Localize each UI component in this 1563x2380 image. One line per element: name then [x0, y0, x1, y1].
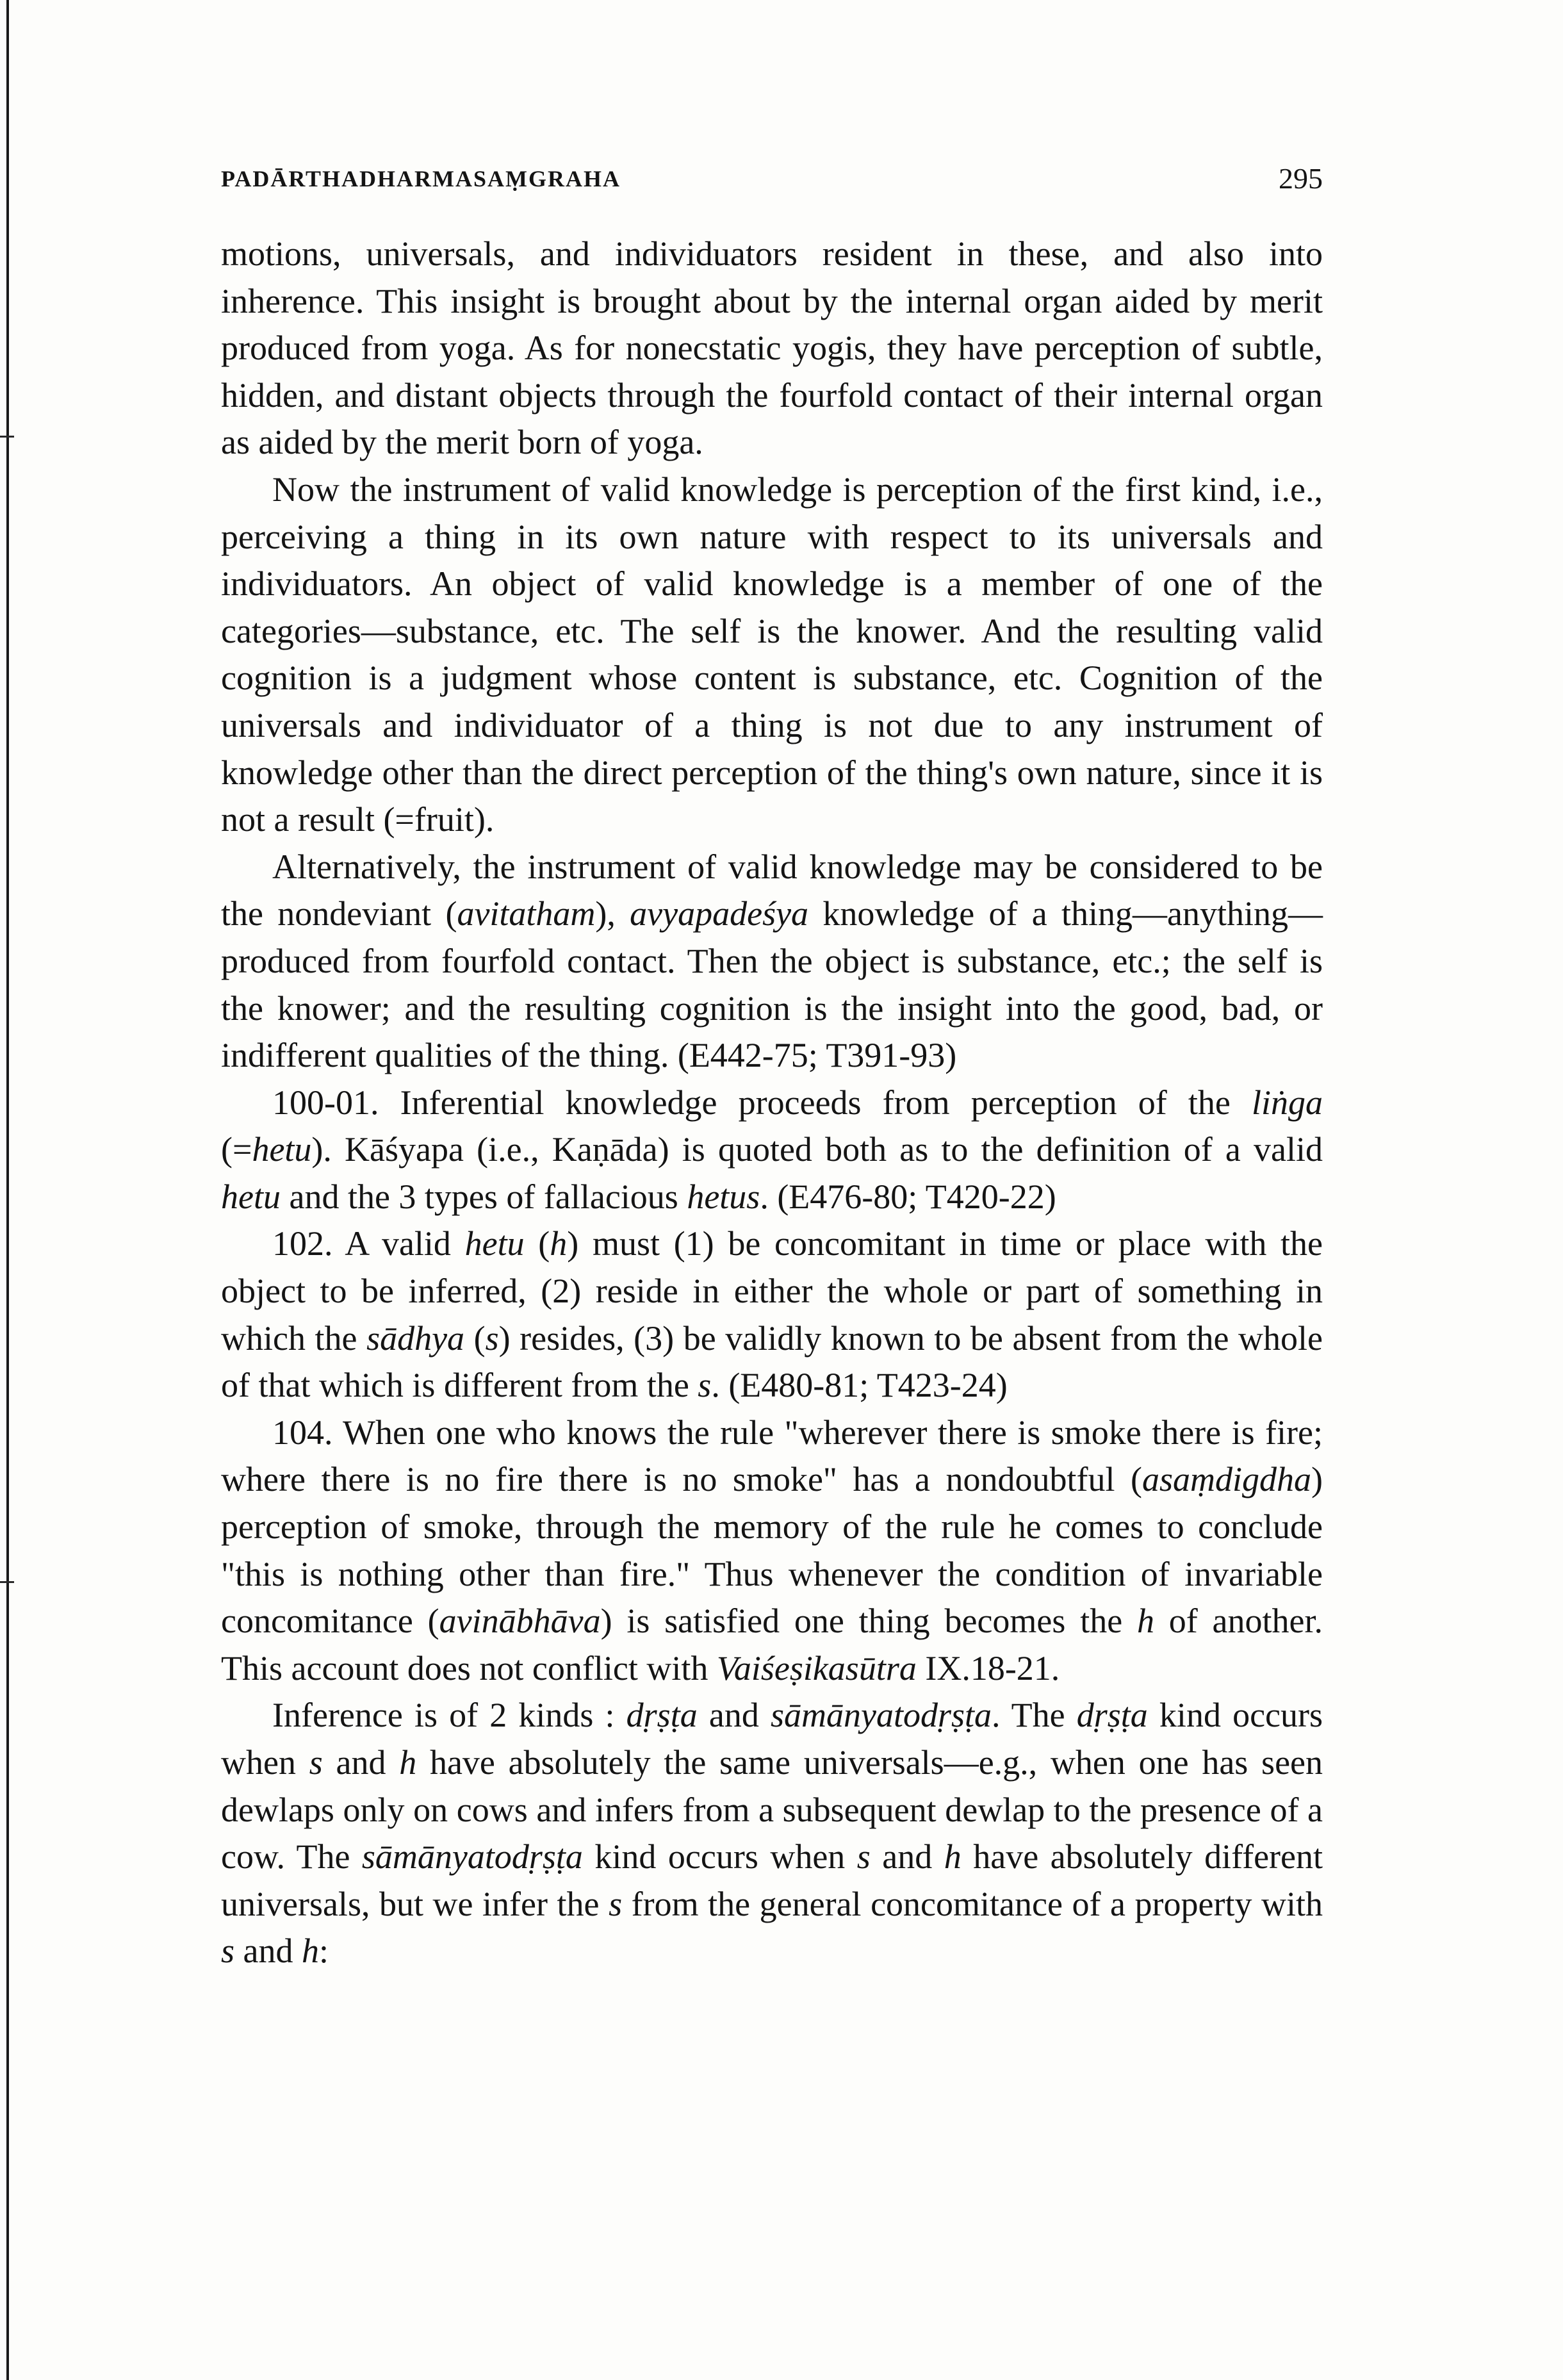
italic-term: avyapadeśya: [630, 894, 809, 933]
text-run: 104. When one who knows the rule "wherever there is smoke there is fire; where there is no fire there is no smoke" has a nondoubtful (: [221, 1413, 1323, 1499]
text-run: . The: [991, 1696, 1077, 1735]
text-run: ) resides, (3) be validly known to be absent from the whole of that which is different from the: [221, 1318, 1323, 1405]
italic-term: dṛṣṭa: [626, 1696, 698, 1735]
text-run: of another. This account does not conflict with: [221, 1602, 1323, 1687]
page-header: [221, 161, 1323, 200]
paragraph: [221, 231, 1323, 466]
italic-term: hetus: [687, 1177, 760, 1216]
italic-term: avitatham: [457, 894, 596, 933]
italic-term: sādhya: [366, 1318, 465, 1358]
italic-term: h: [301, 1932, 319, 1971]
text-run: and the 3 types of fallacious: [280, 1177, 687, 1216]
text-run: ) must (1) be concomitant in time or place with the object to be inferred, (2) reside in either the whole or part of something in which the: [221, 1224, 1323, 1358]
italic-term: dṛṣṭa: [1076, 1696, 1148, 1735]
running-head: PADĀRTHADHARMASAṂGRAHA: [221, 166, 621, 192]
scan-mark: [0, 436, 14, 438]
text-run: ),: [595, 894, 630, 933]
text-run: and: [234, 1932, 302, 1971]
scan-mark: [0, 1581, 14, 1583]
italic-term: h: [1136, 1602, 1154, 1641]
text-run: :: [318, 1932, 329, 1971]
paragraph: [221, 1079, 1323, 1221]
italic-term: h: [550, 1224, 568, 1263]
text-run: Alternatively, the instrument of valid knowledge may be considered to be the nondeviant (: [221, 847, 1323, 933]
italic-term: avinābhāva: [439, 1602, 601, 1641]
paragraph: [221, 1220, 1323, 1409]
text-run: IX.18-21.: [916, 1648, 1060, 1687]
text-run: from the general concomitance of a property with: [622, 1884, 1323, 1923]
text-run: knowledge of a thing—anything—produced from fourfold contact. Then the object is substance, etc.; the self is the knower; and the resulting cognition is the insight into the good, bad, or indifferent qualities of the thing. (E442-75; T391-93): [221, 894, 1323, 1075]
page-number: 295: [1279, 162, 1323, 195]
text-run: have absolutely different universals, but we infer the: [221, 1837, 1323, 1923]
text-run: and: [697, 1696, 771, 1735]
text-run: (: [464, 1318, 486, 1358]
italic-term: sāmānyatodṛṣṭa: [770, 1696, 992, 1735]
italic-term: asaṃdigdha: [1142, 1460, 1312, 1499]
text-run: and: [870, 1837, 944, 1876]
italic-term: s: [485, 1318, 499, 1358]
text-run: 102. A valid: [272, 1224, 465, 1263]
italic-term: s: [698, 1366, 712, 1405]
text-run: and: [322, 1743, 400, 1782]
italic-term: s: [309, 1743, 323, 1782]
italic-term: h: [399, 1743, 417, 1782]
italic-term: Vaiśeṣikasūtra: [716, 1648, 917, 1687]
italic-term: hetu: [221, 1177, 281, 1216]
italic-term: s: [221, 1932, 235, 1971]
italic-term: s: [856, 1837, 871, 1876]
paragraph: [221, 1409, 1323, 1693]
text-run: 100-01. Inferential knowledge proceeds from perception of the: [272, 1083, 1252, 1122]
text-run: (=: [221, 1130, 252, 1169]
text-run: have absolutely the same universals—e.g., when one has seen dewlaps only on cows and infers from a subsequent dewlap to the presence of a cow. The: [221, 1743, 1323, 1876]
body-text: [221, 231, 1323, 1975]
scan-page-edge: [6, 0, 9, 2380]
italic-term: liṅga: [1251, 1083, 1323, 1122]
text-run: . (E480-81; T423-24): [711, 1366, 1008, 1405]
paragraph: [221, 844, 1323, 1079]
text-run: kind occurs when: [582, 1837, 857, 1876]
paragraph: [221, 1692, 1323, 1975]
text-run: (: [524, 1224, 550, 1263]
text-run: ) is satisfied one thing becomes the: [600, 1602, 1137, 1641]
italic-term: hetu: [464, 1224, 525, 1263]
text-run: ). Kāśyapa (i.e., Kaṇāda) is quoted both as to the definition of a valid: [311, 1130, 1323, 1169]
text-run: motions, universals, and individuators resident in these, and also into inherence. This insight is brought about by the internal organ aided by merit produced from yoga. As for nonecstatic yogis, they have perception of subtle, hidden, and distant objects through the fourfold contact of their internal organ as aided by the merit born of yoga.: [221, 234, 1323, 462]
text-run: Inference is of 2 kinds :: [272, 1696, 626, 1735]
italic-term: h: [944, 1837, 962, 1876]
italic-term: s: [609, 1884, 623, 1923]
italic-term: sāmānyatodṛṣṭa: [361, 1837, 583, 1876]
text-run: ) perception of smoke, through the memory of the rule he comes to conclude "this is nothing other than fire." Thus whenever the condition of invariable concomitance (: [221, 1460, 1323, 1641]
italic-term: hetu: [252, 1130, 312, 1169]
paragraph: [221, 466, 1323, 844]
text-run: . (E476-80; T420-22): [760, 1177, 1056, 1216]
text-run: kind occurs when: [221, 1696, 1323, 1782]
text-run: Now the instrument of valid knowledge is perception of the first kind, i.e., perceiving a thing in its own nature with respect to its universals and individuators. An object of valid knowledge is a member of one of the categories—substance, etc. The self is the knower. And the resulting valid cognition is a judgment whose content is substance, etc. Cognition of the universals and individuator of a thing is not due to any instrument of knowledge other than the direct perception of the thing's own nature, since it is not a result (=fruit).: [221, 470, 1323, 839]
